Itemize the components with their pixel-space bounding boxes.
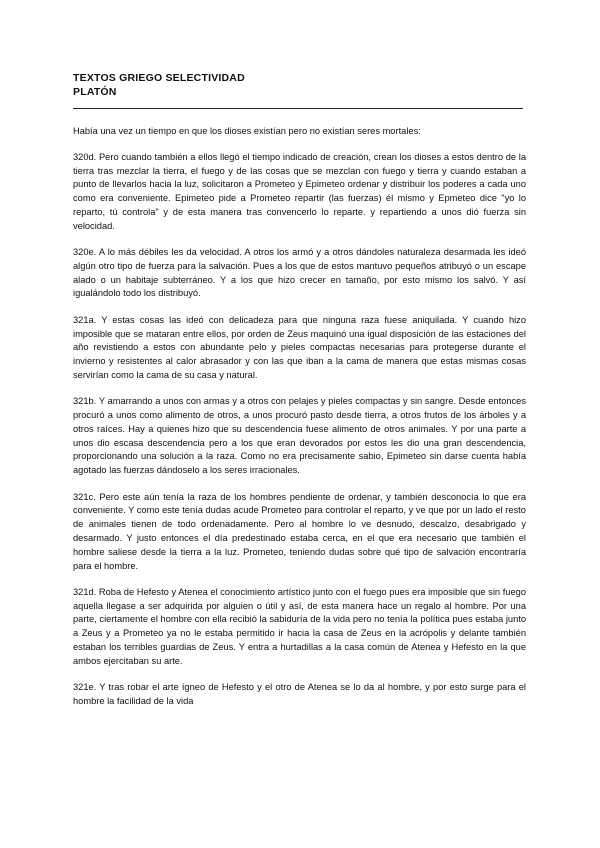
paragraph-320e: 320e. A lo más débiles les da velocidad. A otros los armó y a otros dándoles naturaleza desarmada les ideó algún otro tipo de fuerza para la salvación. Pues a los que de estos mantuvo pequeños atribuyó o un escape alado o un habitaje subterráneo. Y a los que hizo crecer en tamaño, por esto mismo los salvó. Y así igualándolo todo los distribuyó. xyxy=(73,247,526,299)
paragraph-321a: 321a. Y estas cosas las ideó con delicadeza para que ninguna raza fuese aniquilada. Y cuando hizo imposible que se mataran entre ellos, por orden de Zeus maquinó una igual disposición de las estaciones del año revistiendo a estos con abundante pelo y pieles compactas necesarias para protegerse durante el invierno y resistentes al calor abrasador y con las que iban a la cama de manera que estas mismas cosas servirían como la cama de su casa y natural. xyxy=(73,314,526,380)
paragraph-intro: Había una vez un tiempo en que los dioses existían pero no existían seres mortales: xyxy=(73,126,421,136)
document-author: PLATÓN xyxy=(73,86,117,98)
paragraph-321b: 321b. Y amarrando a unos con armas y a otros con pelajes y pieles compactas y sin sangre. Desde entonces procuró a unos como alimento de otros, a unos procuró pasto desde tierra, a otros frutos de los árboles y a otros raíces. Hay a quienes hizo que su descendencia fuese alimento de otros animales. Y por una parte a unos dio escasa descendencia pero a los que eran devorados por estos les dio una gran descendencia, proporcionando una solución a la raza. Como no era precisamente sabio, Epimeteo sin darse cuenta había agotado las fuerzas dándoselo a los seres irracionales. xyxy=(73,396,526,476)
paragraph-320d: 320d. Pero cuando también a ellos llegó el tiempo indicado de creación, crean los dioses a estos dentro de la tierra tras mezclar la tierra, el fuego y de las cosas que se mezclan con fuego y tierra y cuando estaban a punto de llevarlos hacia la luz, solicitaron a Prometeo y Epimeteo ordenar y distribuir los poderes a cada uno como era conveniente. Epimeteo pide a Prometeo repartir (las fuerzas) él mismo y Epmeteo dice "yo lo reparto, tú controla" y de esta manera tras convencerlo lo reparte. y repartiendo a unos dió fuerza sin velocidad. xyxy=(73,151,526,231)
paragraph-321d: 321d. Roba de Hefesto y Atenea el conocimiento artístico junto con el fuego pues era imposible que sin fuego aquella llegase a ser adquirida por alguien o útil y así, de esta manera hace un regalo al hombre. Por una parte, ciertamente el hombre con ella recibió la sabiduría de la vida pero no tenía la política pues estaba junto a Zeus y a Prometeo ya no le estaba permitido ir hacia la casa de Zeus en la acrópolis y delante también estaban los terribles guardias de Zeus. Y entra a hurtadillas a la casa común de Atenea y Hefesto en la que ambos ejercitaban su arte. xyxy=(73,586,526,666)
document-title: TEXTOS GRIEGO SELECTIVIDAD xyxy=(73,72,245,84)
horizontal-rule xyxy=(73,108,523,109)
document-body xyxy=(73,125,526,721)
paragraph-321c: 321c. Pero este aún tenía la raza de los hombres pendiente de ordenar, y también desconocía lo que era conveniente. Y como este tenía dudas acude Prometeo para controlar el reparto, y ve que por un lado el resto de animales tienen de todo ordenadamente. Pero al hombre lo ve desnudo, descalzo, desabrigado y desarmado. Y justo entonces el día predestinado estaba cerca, en el que era necesario que también el hombre saliese desde la tierra a la luz. Prometeo, teniendo dudas sobre qué tipo de salvación encontraría para el hombre. xyxy=(73,491,526,571)
document-header xyxy=(73,71,533,99)
paragraph-321e: 321e. Y tras robar el arte ígneo de Hefesto y el otro de Atenea se lo da al hombre, y por esto surge para el hombre la facilidad de la vida xyxy=(73,682,526,706)
